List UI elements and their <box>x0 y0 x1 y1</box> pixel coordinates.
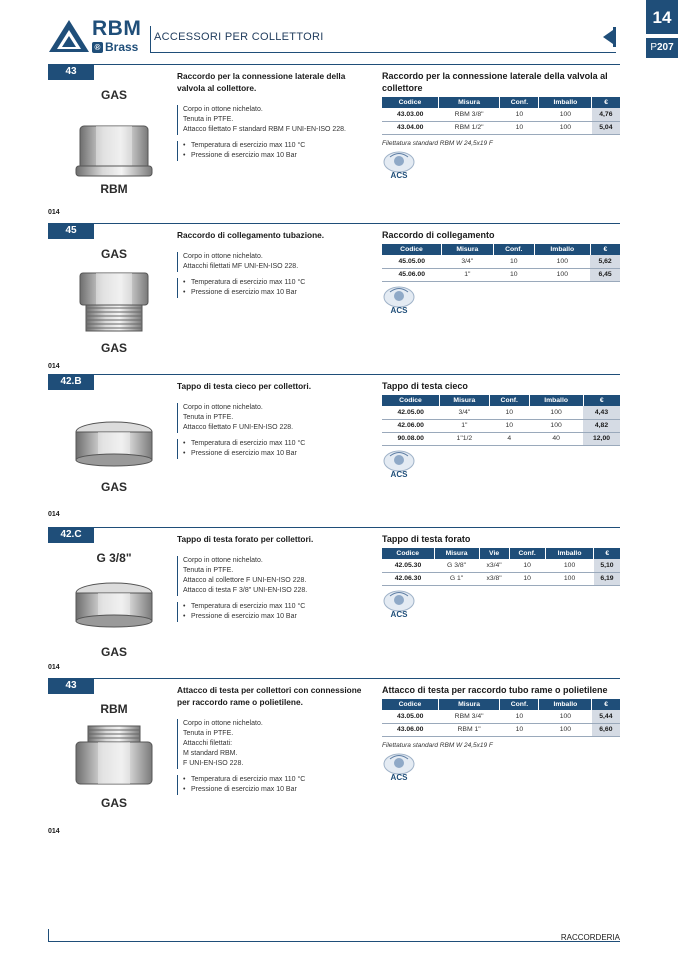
price-cell: 6,19 <box>594 572 620 585</box>
product-image <box>66 82 162 196</box>
description-title: Raccordo per la connessione laterale della valvola al collettore. <box>177 71 346 93</box>
price-cell: 5,62 <box>590 255 620 268</box>
section-code: 42.C <box>48 527 94 543</box>
price-cell: 5,04 <box>592 121 620 134</box>
section-code: 43 <box>48 64 94 80</box>
product-description <box>177 533 367 628</box>
table-header-cell: Conf. <box>489 395 529 406</box>
acs-badge-label: ACS <box>390 772 408 782</box>
table-header-cell: Conf. <box>509 548 545 559</box>
table-title: Attacco di testa per raccordo tubo rame o polietilene <box>382 685 608 695</box>
fitting-image <box>66 410 162 480</box>
product-code: 42.05.30 <box>382 559 434 572</box>
table-header-cell: Misura <box>438 699 499 710</box>
table-cell: 1" <box>439 419 489 432</box>
product-code: 43.06.00 <box>382 723 438 736</box>
fitting-image <box>66 571 162 641</box>
thread-note: Filettatura standard RBM W 24,5x19 F <box>382 741 493 749</box>
description-line: Attacchi filettati MF UNI-EN-ISO 228. <box>183 263 299 270</box>
section-index: 014 <box>48 363 60 370</box>
spec-bullet: • Pressione di esercizio max 10 Bar <box>183 449 367 459</box>
table-header-cell: Misura <box>438 97 499 108</box>
table-cell: 10 <box>500 121 539 134</box>
thread-label: GAS <box>100 247 127 261</box>
thread-label: GAS <box>100 88 127 102</box>
description-line: Attacco al collettore F UNI-EN-ISO 228. <box>183 577 307 584</box>
acs-badge-icon <box>382 450 416 472</box>
page-title: ACCESSORI PER COLLETTORI <box>154 31 324 43</box>
product-image <box>66 545 162 659</box>
description-block <box>177 556 367 596</box>
table-header-cell: € <box>590 244 620 255</box>
description-block <box>177 719 367 769</box>
price-cell: 12,00 <box>583 432 620 445</box>
section-rule <box>48 527 620 528</box>
brand-name: RBM <box>92 17 142 40</box>
fitting-image <box>66 108 162 178</box>
table-header-cell: Codice <box>382 395 439 406</box>
table-cell: 10 <box>500 108 539 121</box>
description-block <box>177 105 367 135</box>
description-line: Corpo in ottone nichelato. <box>183 720 263 727</box>
section-code: 42.B <box>48 374 94 390</box>
price-cell: 4,43 <box>583 406 620 419</box>
fitting-image <box>66 267 162 337</box>
description-line: F UNI-EN-ISO 228. <box>183 760 244 767</box>
table-cell: 4 <box>489 432 529 445</box>
product-code: 45.05.00 <box>382 255 442 268</box>
table-header-cell: Conf. <box>500 699 539 710</box>
table-cell: RBM 1" <box>438 723 499 736</box>
spec-list <box>177 439 367 459</box>
table-header-row <box>382 395 620 406</box>
table-cell: 3/4" <box>439 406 489 419</box>
acs-badge-label: ACS <box>390 469 408 479</box>
price-cell: 6,45 <box>590 268 620 281</box>
header-rule <box>150 52 616 53</box>
table-header-cell: Codice <box>382 699 438 710</box>
table-title: Raccordo per la connessione laterale della valvola al collettore <box>382 71 608 93</box>
section-code: 45 <box>48 223 94 239</box>
page-number-value: 207 <box>656 42 674 53</box>
table-cell: 1"1/2 <box>439 432 489 445</box>
table-cell: 10 <box>509 559 545 572</box>
table-cell: 100 <box>539 108 592 121</box>
price-panel <box>382 229 620 322</box>
brand-mark-icon: ® <box>92 42 103 53</box>
table-header-cell: Vie <box>479 548 509 559</box>
price-cell: 4,82 <box>583 419 620 432</box>
section-index: 014 <box>48 664 60 671</box>
price-table <box>382 548 620 586</box>
description-line: Attacco filettato F standard RBM F UNI-EN-ISO 228. <box>183 126 346 133</box>
table-cell: 100 <box>545 559 594 572</box>
section-index: 014 <box>48 828 60 835</box>
section-rule <box>48 223 620 224</box>
thread-label: RBM <box>100 182 128 196</box>
acs-badge-icon <box>382 151 416 173</box>
table-cell: 100 <box>539 121 592 134</box>
table-cell: 100 <box>534 255 590 268</box>
table-row[interactable] <box>382 268 620 281</box>
price-table <box>382 395 620 446</box>
table-row[interactable] <box>382 255 620 268</box>
price-cell: 4,76 <box>592 108 620 121</box>
table-cell: 3/4" <box>442 255 494 268</box>
table-cell: x3/4" <box>479 559 509 572</box>
price-panel <box>382 684 620 789</box>
table-cell: G 3/8" <box>434 559 479 572</box>
table-cell: 100 <box>545 572 594 585</box>
description-title: Tappo di testa cieco per collettori. <box>177 381 312 391</box>
section-rule <box>48 678 620 679</box>
spec-bullet: • Temperatura di esercizio max 110 °C <box>183 439 367 449</box>
spec-list <box>177 602 367 622</box>
description-block <box>177 403 367 433</box>
spec-bullet: • Temperatura di esercizio max 110 °C <box>183 775 367 785</box>
table-row[interactable] <box>382 572 620 585</box>
description-line: Corpo in ottone nichelato. <box>183 253 263 260</box>
header-divider <box>150 26 151 52</box>
product-code: 43.03.00 <box>382 108 438 121</box>
table-cell: 100 <box>534 268 590 281</box>
description-title: Raccordo di collegamento tubazione. <box>177 230 325 240</box>
product-description <box>177 229 367 304</box>
spec-bullet: • Pressione di esercizio max 10 Bar <box>183 151 367 161</box>
product-code: 42.06.00 <box>382 419 439 432</box>
product-code: 42.05.00 <box>382 406 439 419</box>
table-header-cell: Misura <box>439 395 489 406</box>
table-cell: 40 <box>529 432 583 445</box>
table-header-cell: Imballo <box>529 395 583 406</box>
product-code: 90.08.00 <box>382 432 439 445</box>
product-image <box>66 241 162 355</box>
table-title: Tappo di testa cieco <box>382 381 468 391</box>
spec-list <box>177 775 367 795</box>
section-index: 014 <box>48 511 60 518</box>
description-line: Corpo in ottone nichelato. <box>183 106 263 113</box>
product-description <box>177 70 367 167</box>
table-header-cell: Codice <box>382 97 438 108</box>
product-image <box>66 696 162 810</box>
footer-section-name: RACCORDERIA <box>560 933 620 942</box>
section-code: 43 <box>48 678 94 694</box>
section-rule <box>48 64 620 65</box>
table-cell: 10 <box>500 710 539 723</box>
section-index: 014 <box>48 209 60 216</box>
table-row[interactable] <box>382 559 620 572</box>
fitting-image <box>66 722 162 792</box>
description-title: Tappo di testa forato per collettori. <box>177 534 314 544</box>
thread-note: Filettatura standard RBM W 24,5x19 F <box>382 139 493 147</box>
description-title: Attacco di testa per collettori con connessione per raccordo rame o polietilene. <box>177 685 362 707</box>
back-arrow-icon[interactable] <box>603 30 613 44</box>
table-cell: x3/8" <box>479 572 509 585</box>
table-header-cell: Codice <box>382 548 434 559</box>
acs-badge <box>382 286 416 322</box>
table-header-cell: Conf. <box>500 97 539 108</box>
table-row[interactable] <box>382 406 620 419</box>
table-cell: 100 <box>539 710 592 723</box>
rbm-logo <box>48 18 152 54</box>
table-header-cell: Misura <box>434 548 479 559</box>
table-row[interactable] <box>382 723 620 736</box>
acs-badge-icon <box>382 753 416 775</box>
price-panel <box>382 70 620 187</box>
spec-bullet: • Pressione di esercizio max 10 Bar <box>183 785 367 795</box>
product-description <box>177 684 367 801</box>
product-image <box>66 392 162 502</box>
table-title: Tappo di testa forato <box>382 534 471 544</box>
description-line: Tenuta in PTFE. <box>183 567 234 574</box>
acs-badge-icon <box>382 286 416 308</box>
table-cell: 100 <box>529 406 583 419</box>
table-header-cell: Imballo <box>534 244 590 255</box>
table-cell: 10 <box>493 255 534 268</box>
description-line: Tenuta in PTFE. <box>183 116 234 123</box>
table-row[interactable] <box>382 432 620 445</box>
description-line: Tenuta in PTFE. <box>183 730 234 737</box>
description-block <box>177 252 367 272</box>
acs-badge-icon <box>382 590 416 612</box>
table-cell: 10 <box>493 268 534 281</box>
chapter-tab[interactable]: 14 <box>646 0 678 34</box>
table-header-cell: Imballo <box>545 548 594 559</box>
table-cell: 10 <box>509 572 545 585</box>
table-header-row <box>382 97 620 108</box>
table-cell: G 1" <box>434 572 479 585</box>
thread-label: GAS <box>100 645 127 659</box>
table-row[interactable] <box>382 108 620 121</box>
back-arrow-bar <box>613 27 616 47</box>
table-cell: 10 <box>500 723 539 736</box>
table-cell: 100 <box>529 419 583 432</box>
page-prefix: P <box>650 42 657 53</box>
table-header-row <box>382 548 620 559</box>
description-line: Attacco di testa F 3/8" UNI-EN-ISO 228. <box>183 587 308 594</box>
price-panel <box>382 380 620 486</box>
table-title: Raccordo di collegamento <box>382 230 495 240</box>
product-code: 42.06.30 <box>382 572 434 585</box>
page-number <box>646 38 678 58</box>
description-line: Corpo in ottone nichelato. <box>183 557 263 564</box>
spec-bullet: • Temperatura di esercizio max 110 °C <box>183 141 367 151</box>
table-header-row <box>382 699 620 710</box>
acs-badge <box>382 753 416 789</box>
brand-sub <box>92 40 138 54</box>
table-header-cell: Conf. <box>493 244 534 255</box>
thread-label: RBM <box>100 702 128 716</box>
description-line: Tenuta in PTFE. <box>183 414 234 421</box>
table-header-cell: € <box>592 699 620 710</box>
table-cell: 10 <box>489 406 529 419</box>
price-table <box>382 699 620 737</box>
table-cell: RBM 3/4" <box>438 710 499 723</box>
table-cell: RBM 3/8" <box>438 108 499 121</box>
table-row[interactable] <box>382 710 620 723</box>
acs-badge <box>382 590 416 626</box>
product-code: 45.06.00 <box>382 268 442 281</box>
table-row[interactable] <box>382 419 620 432</box>
product-description <box>177 380 367 465</box>
price-cell: 5,10 <box>594 559 620 572</box>
thread-label: GAS <box>100 480 127 494</box>
table-header-cell: Codice <box>382 244 442 255</box>
thread-label: G 3/8" <box>96 551 132 565</box>
thread-label: GAS <box>100 341 127 355</box>
acs-badge <box>382 450 416 486</box>
table-header-cell: € <box>592 97 620 108</box>
table-header-cell: Imballo <box>539 97 592 108</box>
acs-badge <box>382 151 416 187</box>
price-table <box>382 97 620 135</box>
price-panel <box>382 533 620 626</box>
spec-bullet: • Temperatura di esercizio max 110 °C <box>183 278 367 288</box>
description-line: Corpo in ottone nichelato. <box>183 404 263 411</box>
product-code: 43.04.00 <box>382 121 438 134</box>
spec-bullet: • Temperatura di esercizio max 110 °C <box>183 602 367 612</box>
spec-bullet: • Pressione di esercizio max 10 Bar <box>183 612 367 622</box>
brand-sub-text: Brass <box>105 40 139 54</box>
price-table <box>382 244 620 282</box>
table-header-cell: € <box>583 395 620 406</box>
table-header-cell: € <box>594 548 620 559</box>
table-header-row <box>382 244 620 255</box>
acs-badge-label: ACS <box>390 305 408 315</box>
acs-badge-label: ACS <box>390 609 408 619</box>
spec-list <box>177 278 367 298</box>
price-cell: 5,44 <box>592 710 620 723</box>
table-cell: RBM 1/2" <box>438 121 499 134</box>
thread-label: GAS <box>100 796 127 810</box>
logo-triangle-icon <box>48 18 90 54</box>
spec-bullet: • Pressione di esercizio max 10 Bar <box>183 288 367 298</box>
product-code: 43.05.00 <box>382 710 438 723</box>
description-line: M standard RBM. <box>183 750 238 757</box>
table-header-cell: Imballo <box>539 699 592 710</box>
description-line: Attacchi filettati: <box>183 740 233 747</box>
description-line: Attacco filettato F UNI-EN-ISO 228. <box>183 424 294 431</box>
table-header-cell: Misura <box>442 244 494 255</box>
table-cell: 1" <box>442 268 494 281</box>
table-cell: 100 <box>539 723 592 736</box>
spec-list <box>177 141 367 161</box>
acs-badge-label: ACS <box>390 170 408 180</box>
table-row[interactable] <box>382 121 620 134</box>
table-cell: 10 <box>489 419 529 432</box>
section-rule <box>48 374 620 375</box>
price-cell: 6,60 <box>592 723 620 736</box>
